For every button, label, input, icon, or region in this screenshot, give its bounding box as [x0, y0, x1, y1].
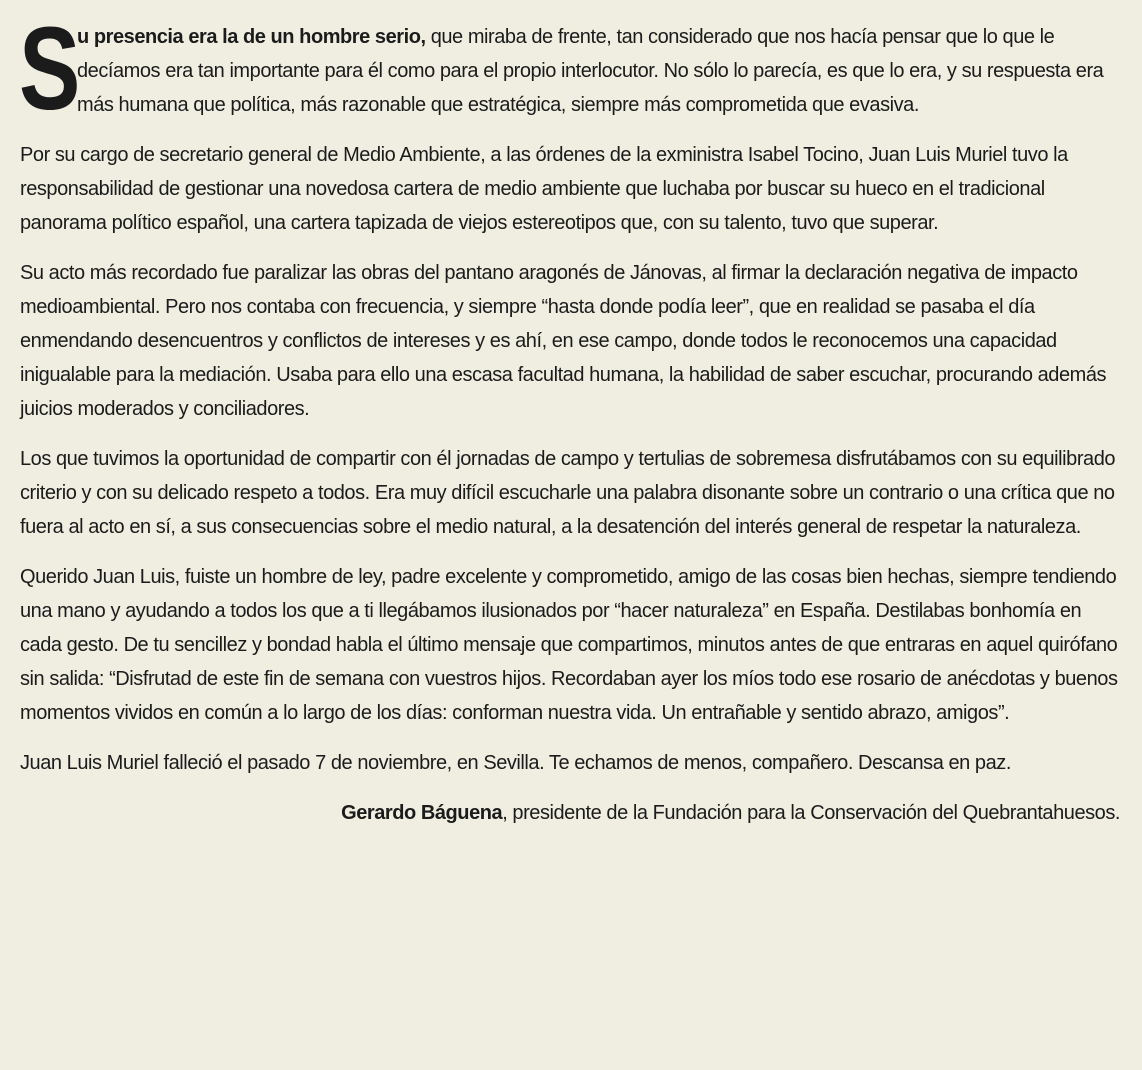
drop-cap: S — [19, 3, 81, 135]
paragraph-5: Querido Juan Luis, fuiste un hombre de ley, padre excelente y comprometido, amigo de las cosas bien hechas, siempre tendiendo una mano y ayudando a todos los que a ti llegábamos ilusionados por “hacer naturaleza” en España. Destilabas bonhomía en cada gesto. De tu sencillez y bondad habla el último mensaje que compartimos, minutos antes de que entraras en aquel quirófano sin salida: “Disfrutad de este fin de semana con vuestros hijos. Recordaban ayer los míos todo ese rosario de anécdotas y buenos momentos vividos en común a lo largo de los días: conforman nuestra vida. Un entrañable y sentido abrazo, amigos”. — [20, 566, 1118, 724]
signature-name: Gerardo Báguena — [341, 802, 503, 824]
paragraph-2: Por su cargo de secretario general de Medio Ambiente, a las órdenes de la exministra Isabel Tocino, Juan Luis Muriel tuvo la responsabilidad de gestionar una novedosa cartera de medio ambiente que luchaba por buscar su hueco en el tradicional panorama político español, una cartera tapizada de viejos estereotipos que, con su talento, tuvo que superar. — [20, 144, 1068, 234]
paragraph-3: Su acto más recordado fue paralizar las obras del pantano aragonés de Jánovas, al firmar la declaración negativa de impacto medioambiental. Pero nos contaba con frecuencia, y siempre “hasta donde podía leer”, que en realidad se pasaba el día enmendando desencuentros y conflictos de intereses y es ahí, en ese campo, donde todos le reconocemos una capacidad inigualable para la mediación. Usaba para ello una escasa facultad humana, la habilidad de saber escuchar, procurando además juicios moderados y conciliadores. — [20, 262, 1107, 420]
signature-title: , presidente de la Fundación para la Conservación del Quebrantahuesos. — [502, 802, 1120, 824]
paragraph-6: Juan Luis Muriel falleció el pasado 7 de noviembre, en Sevilla. Te echamos de menos, compañero. Descansa en paz. — [20, 752, 1011, 774]
paragraph-1 — [19, 3, 1120, 135]
lead-rest-text: que miraba de frente, tan considerado que nos hacía pensar que lo que le decíamos era tan importante para él como para el propio interlocutor. No sólo lo parecía, es que lo era, y su respuesta era más humana que política, más razonable que estratégica, siempre más comprometida que evasiva. — [77, 26, 1104, 116]
paragraph-4: Los que tuvimos la oportunidad de compartir con él jornadas de campo y tertulias de sobremesa disfrutábamos con su equilibrado criterio y con su delicado respeto a todos. Era muy difícil escucharle una palabra disonante sobre un contrario o una crítica que no fuera al acto en sí, a sus consecuencias sobre el medio natural, a la desatención del interés general de respetar la naturaleza. — [20, 448, 1116, 538]
signature — [20, 796, 1120, 830]
lead-bold-text: u presencia era la de un hombre serio, — [77, 26, 426, 48]
